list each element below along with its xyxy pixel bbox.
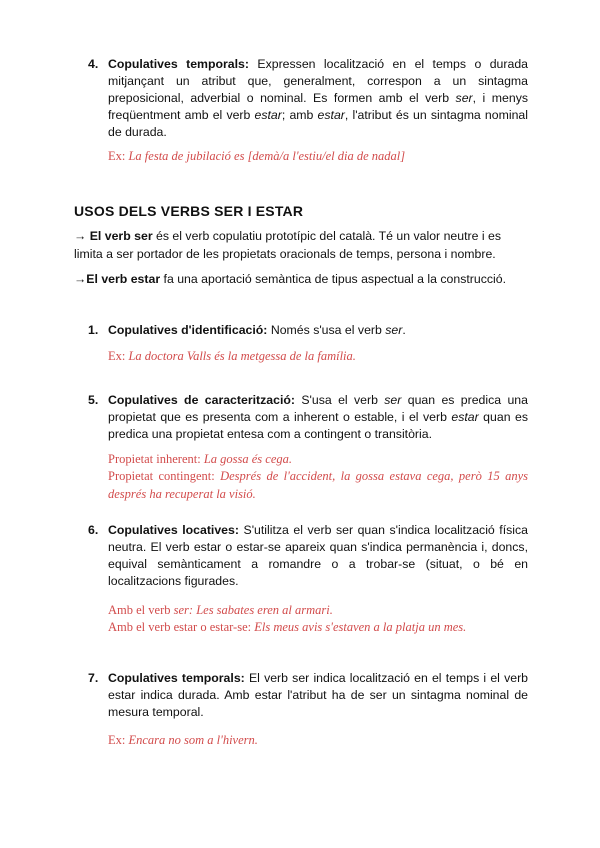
body-text: Expressen localització en el temps o durada mitjançant un atribut que, generalment, correspon a un sintagma preposicional, adverbial o nominal. Es formen amb el verb xyxy=(108,57,528,105)
paragraph-text: és el verb copulatiu prototípic del català. Té un valor neutre i es limita a ser portador de les propietats oracionals de temps, persona i nombre. xyxy=(74,229,501,261)
example-label: Ex: xyxy=(108,349,129,363)
body-text: , i menys freqüentment amb el verb xyxy=(108,91,528,122)
list-number: 6. xyxy=(88,523,99,537)
paragraph-bold: El verb ser xyxy=(86,229,153,243)
example-label: Ex: xyxy=(108,733,129,747)
example-ser xyxy=(108,601,528,619)
example xyxy=(108,347,528,365)
verb-term: ser xyxy=(455,91,473,105)
paragraph-bold: El verb estar xyxy=(86,272,161,286)
arrow-icon: → xyxy=(74,229,87,243)
paragraph-text: fa una aportació semàntica de tipus aspectual a la construcció. xyxy=(160,272,507,286)
example xyxy=(108,147,528,165)
section-4 xyxy=(90,56,528,141)
example-label: Propietat contingent: xyxy=(108,469,221,483)
paragraph-estar xyxy=(74,270,530,288)
verb-term: estar xyxy=(451,410,479,424)
example-verb: ser: xyxy=(173,603,197,617)
example-text: Encara no som a l'hivern. xyxy=(128,733,258,747)
section-title: Copulatives de caracterització: xyxy=(108,393,295,407)
section-heading: USOS DELS VERBS SER I ESTAR xyxy=(74,203,304,219)
section-5 xyxy=(90,392,528,443)
example-text: Les sabates eren al armari. xyxy=(196,603,333,617)
verb-term: estar xyxy=(317,108,345,122)
section-7 xyxy=(90,670,528,721)
verb-term: estar xyxy=(254,108,282,122)
body-text: . xyxy=(402,323,406,337)
section-6 xyxy=(90,522,528,590)
section-1 xyxy=(90,322,528,339)
example-label: Ex: xyxy=(108,149,129,163)
body-text: quan es predica una propietat que es presenta com a inherent o estable, i el verb xyxy=(108,393,528,424)
example-text: Després de l'accident, la gossa estava cega, però 15 anys després ha recuperat la visió. xyxy=(108,469,528,501)
body-text: , l'atribut és un sintagma nominal de durada. xyxy=(108,108,528,139)
example-label: Propietat inherent: xyxy=(108,452,204,466)
list-number: 7. xyxy=(88,671,99,685)
arrow-icon: → xyxy=(74,272,87,286)
body-text: Només s'usa el verb xyxy=(267,323,386,337)
list-number: 1. xyxy=(88,323,99,337)
verb-term: ser xyxy=(385,323,403,337)
body-text: quan es predica una propietat entesa com a contingent o transitòria. xyxy=(108,410,528,441)
verb-term: ser xyxy=(384,393,402,407)
example-inherent xyxy=(108,450,528,468)
example-text: La doctora Valls és la metgessa de la família. xyxy=(128,349,356,363)
section-title: Copulatives d'identificació: xyxy=(108,323,268,337)
section-title: Copulatives locatives: xyxy=(108,523,239,537)
section-title: Copulatives temporals: xyxy=(108,57,249,71)
list-number: 4. xyxy=(88,57,99,71)
body-text: S'usa el verb xyxy=(294,393,385,407)
example-text: La gossa és cega. xyxy=(203,452,293,466)
example-label: Amb el verb estar o estar-se: xyxy=(108,620,255,634)
example xyxy=(108,731,528,749)
list-number: 5. xyxy=(88,393,99,407)
section-title: Copulatives temporals: xyxy=(108,671,245,685)
paragraph-ser xyxy=(74,227,530,263)
example-estar xyxy=(108,618,528,636)
example-text: Els meus avis s'estaven a la platja un mes. xyxy=(254,620,467,634)
body-text: S'utilitza el verb ser quan s'indica localització física neutra. El verb estar o estar-se apareix quan s'indica permanència i, doncs, equival semànticament a romandre o a trobar-se (situat, o bé en localitzacions figurades. xyxy=(108,523,528,588)
body-text: El verb ser indica localització en el temps i el verb estar indica durada. Amb estar l'atribut ha de ser un sintagma nominal de mesura temporal. xyxy=(108,671,528,719)
example-label: Amb el verb xyxy=(108,603,174,617)
example-contingent xyxy=(108,467,528,503)
body-text: ; amb xyxy=(281,108,318,122)
example-text: La festa de jubilació es [demà/a l'estiu/el dia de nadal] xyxy=(128,149,406,163)
